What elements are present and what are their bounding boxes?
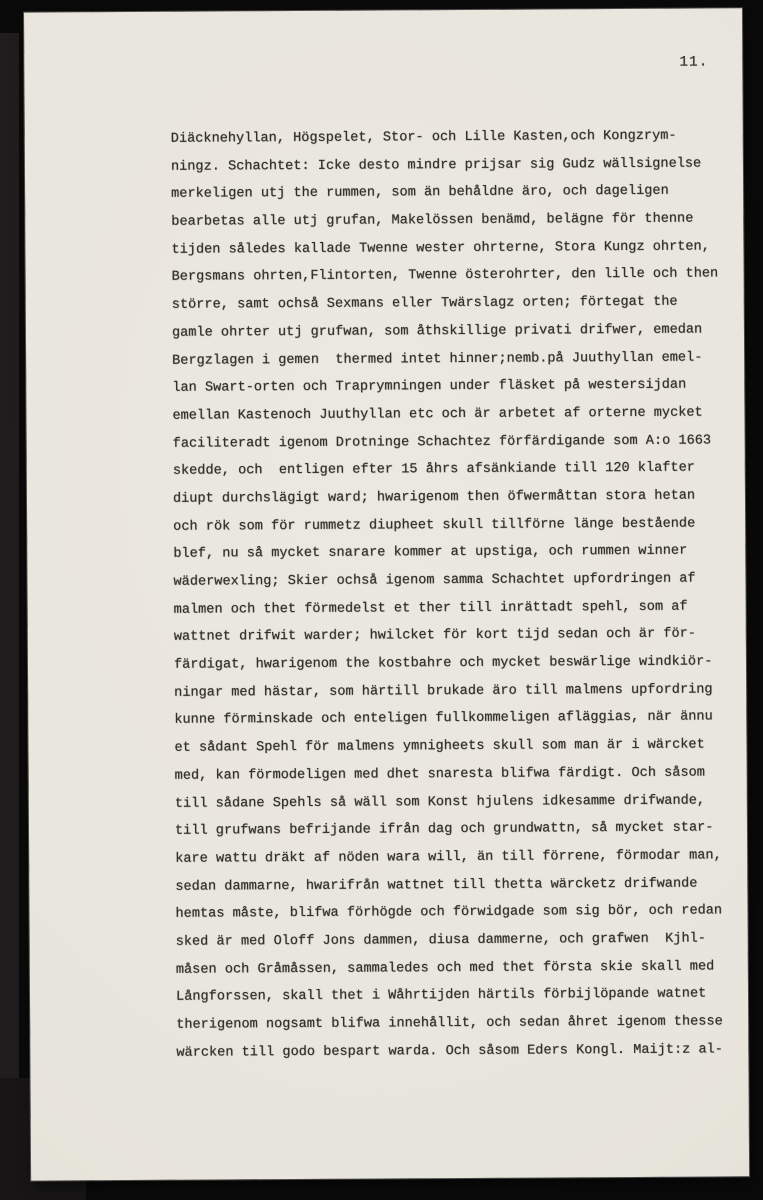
text-line: blef, nu så mycket snarare kommer at upstiga, och rummen winner — [173, 543, 688, 563]
text-line: hemtas måste, blifwa förhögde och förwidgade som sig bör, och redan — [175, 903, 723, 922]
text-line: diupt durchslägigt ward; hwarigenom then öfwermåttan stora hetan — [172, 488, 696, 507]
text-line: sedan dammarne, hwarifrån wattnet till thetta wärcketz drifwande — [175, 876, 698, 895]
text-line: Långforssen, skall thet i Wåhrtijden härtils förbijlöpande watnet — [175, 986, 707, 1006]
text-line: Bergzlagen i gemen thermed intet hinner;nemb.på Juuthyllan emel- — [172, 350, 703, 369]
text-line: till sådane Spehls så wäll som Konst hjulens idkesamme drifwande, — [174, 793, 706, 812]
page-number: 11. — [679, 54, 709, 71]
text-line: kunne förminskade och enteligen fullkommeligen afläggias, när ännu — [174, 709, 713, 729]
text-line: med, kan förmodeligen med dhet snaresta blifwa färdigt. Och såsom — [174, 765, 705, 784]
text-line: till grufwans befrijande ifrån dag och grundwattn, så mycket star- — [174, 820, 714, 839]
text-line: merkeligen utj the rummen, som än behåldne äro, och dageligen — [171, 184, 669, 203]
text-line: skedde, och entligen efter 15 åhrs afsänkiande till 120 klafter — [172, 460, 695, 480]
text-line: Bergsmans ohrten,Flintorten, Twenne österohrter, den lille och then — [171, 266, 719, 286]
text-line: wärcken till godo bespart warda. Och såsom Eders Kongl. Maijt:z al- — [176, 1042, 723, 1061]
text-line: ningar med hästar, som härtill brukade äro till malmens upfordring — [174, 682, 713, 701]
text-line: kare wattu dräkt af nöden wara will, än till förrene, förmodar man, — [175, 848, 722, 867]
text-line: större, samt ochså Sexmans eller Twärslagz orten; förtegat the — [171, 294, 678, 313]
text-line: ningz. Schachtet: Icke desto mindre prijsar sig Gudz wällsignelse — [170, 156, 702, 175]
text-line: Diäcknehyllan, Högspelet, Stor- och Lille Kasten,och Kongzrym- — [170, 128, 677, 147]
text-line: tijden således kallade Twenne wester ohrterne, Stora Kungz ohrten, — [171, 239, 710, 258]
text-line: måsen och Gråmåssen, sammaledes och med thet första skie skall med — [175, 959, 715, 978]
document-page — [24, 8, 749, 1180]
text-line: gamle ohrter utj grufwan, som åthskillige privati drifwer, emedan — [171, 322, 703, 341]
text-line: therigenom nogsamt blifwa innehållit, och sedan åhret igenom thesse — [176, 1014, 723, 1033]
backdrop-strip — [0, 33, 19, 1200]
text-line: lan Swart-orten och Traprymningen under fläsket på westersijdan — [172, 377, 687, 396]
text-line: malmen och thet förmedelst et ther till inrättadt spehl, som af — [173, 599, 688, 618]
text-line: bearbetas alle utj grufan, Makelössen benämd, belägne för thenne — [171, 211, 694, 230]
text-line: emellan Kastenoch Juuthyllan etc och är arbetet af orterne mycket — [172, 405, 703, 424]
typewritten-text — [171, 122, 737, 1067]
text-line: och rök som för rummetz diupheet skull tillförne länge bestående — [173, 516, 696, 535]
text-line: färdigat, hwarigenom the kostbahre och mycket beswärlige windkiör- — [173, 654, 713, 673]
text-line: faciliteradt igenom Drotninge Schachtez förfärdigande som A:o 1663 — [172, 433, 712, 452]
text-line: sked är med Oloff Jons dammen, diusa dammerne, och grafwen Kjhl- — [175, 931, 706, 950]
text-line: wattnet drifwit warder; hwilcket för kort tijd sedan och är för- — [173, 626, 696, 646]
text-line: et sådant Spehl för malmens ymnigheets skull som man är i wärcket — [174, 737, 705, 756]
text-line: wäderwexling; Skier ochså igenom samma Schachtet upfordringen af — [173, 571, 696, 590]
